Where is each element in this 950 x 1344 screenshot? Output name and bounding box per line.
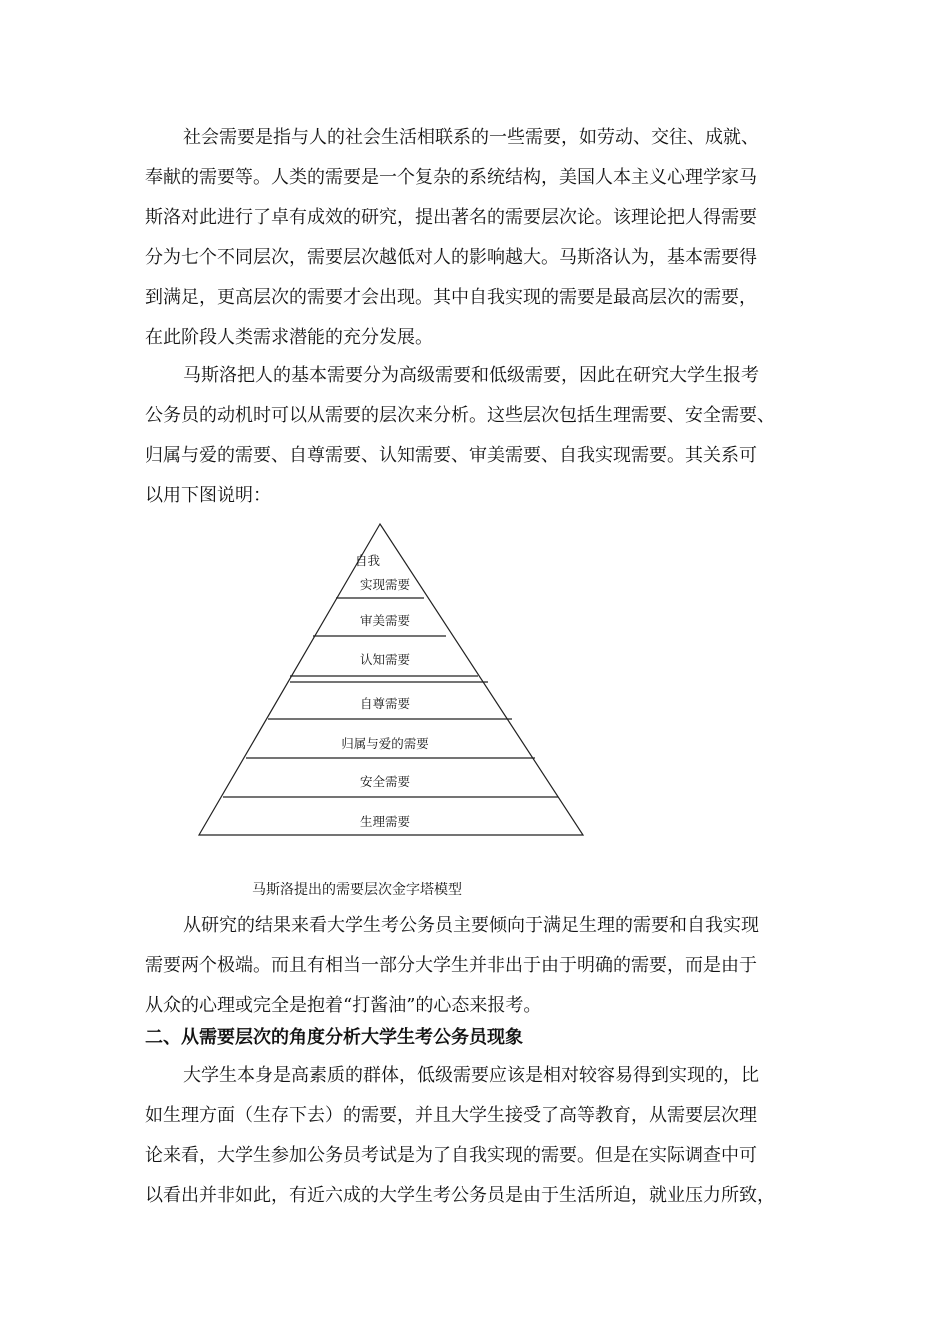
pyramid-level-label: 自我 xyxy=(355,553,381,568)
paragraph-line: 归属与爱的需要、自尊需要、认知需要、审美需要、自我实现需要。其关系可 xyxy=(145,445,757,466)
paragraph-line: 分为七个不同层次，需要层次越低对人的影响越大。马斯洛认为，基本需要得 xyxy=(145,247,757,268)
section-heading: 二、从需要层次的角度分析大学生考公务员现象 xyxy=(145,1027,523,1048)
paragraph-line: 以用下图说明： xyxy=(145,485,271,506)
paragraph-line: 在此阶段人类需求潜能的充分发展。 xyxy=(145,327,433,348)
paragraph-line: 需要两个极端。而且有相当一部分大学生并非出于由于明确的需要，而是由于 xyxy=(145,955,757,976)
pyramid-level-label: 认知需要 xyxy=(359,652,411,667)
paragraph-line: 社会需要是指与人的社会生活相联系的一些需要，如劳动、交往、成就、 xyxy=(183,127,759,148)
paragraph-line: 从研究的结果来看大学生考公务员主要倾向于满足生理的需要和自我实现 xyxy=(183,915,759,936)
paragraph-line: 从众的心理或完全是抱着“打酱油”的心态来报考。 xyxy=(145,995,542,1016)
pyramid-level-label: 自尊需要 xyxy=(359,696,411,711)
paragraph-line: 马斯洛把人的基本需要分为高级需要和低级需要，因此在研究大学生报考 xyxy=(183,365,759,386)
paragraph-2 xyxy=(145,356,825,516)
paragraph-line: 斯洛对此进行了卓有成效的研究，提出著名的需要层次论。该理论把人得需要 xyxy=(145,207,757,228)
paragraph-line: 公务员的动机时可以从需要的层次来分析。这些层次包括生理需要、安全需要、 xyxy=(145,405,775,426)
paragraph-3 xyxy=(145,906,825,1026)
paragraph-line: 以看出并非如此，有近六成的大学生考公务员是由于生活所迫，就业压力所致， xyxy=(145,1185,775,1206)
figure-caption: 马斯洛提出的需要层次金字塔模型 xyxy=(252,882,462,898)
pyramid-level-label: 生理需要 xyxy=(359,814,411,829)
pyramid-level-label: 审美需要 xyxy=(359,613,411,628)
paragraph-line: 论来看，大学生参加公务员考试是为了自我实现的需要。但是在实际调查中可 xyxy=(145,1145,757,1166)
pyramid-level-label: 安全需要 xyxy=(359,774,411,789)
paragraph-line: 大学生本身是高素质的群体，低级需要应该是相对较容易得到实现的，比 xyxy=(183,1065,759,1086)
pyramid-level-label: 实现需要 xyxy=(360,577,411,592)
maslow-pyramid-diagram xyxy=(190,518,590,843)
paragraph-line: 如生理方面（生存下去）的需要，并且大学生接受了高等教育，从需要层次理 xyxy=(145,1105,757,1126)
paragraph-line: 奉献的需要等。人类的需要是一个复杂的系统结构，美国人本主义心理学家马 xyxy=(145,167,757,188)
paragraph-line: 到满足，更高层次的需要才会出现。其中自我实现的需要是最高层次的需要， xyxy=(145,287,757,308)
paragraph-4 xyxy=(145,1056,825,1216)
paragraph-1 xyxy=(145,118,825,358)
pyramid-level-label: 归属与爱的需要 xyxy=(341,736,429,751)
